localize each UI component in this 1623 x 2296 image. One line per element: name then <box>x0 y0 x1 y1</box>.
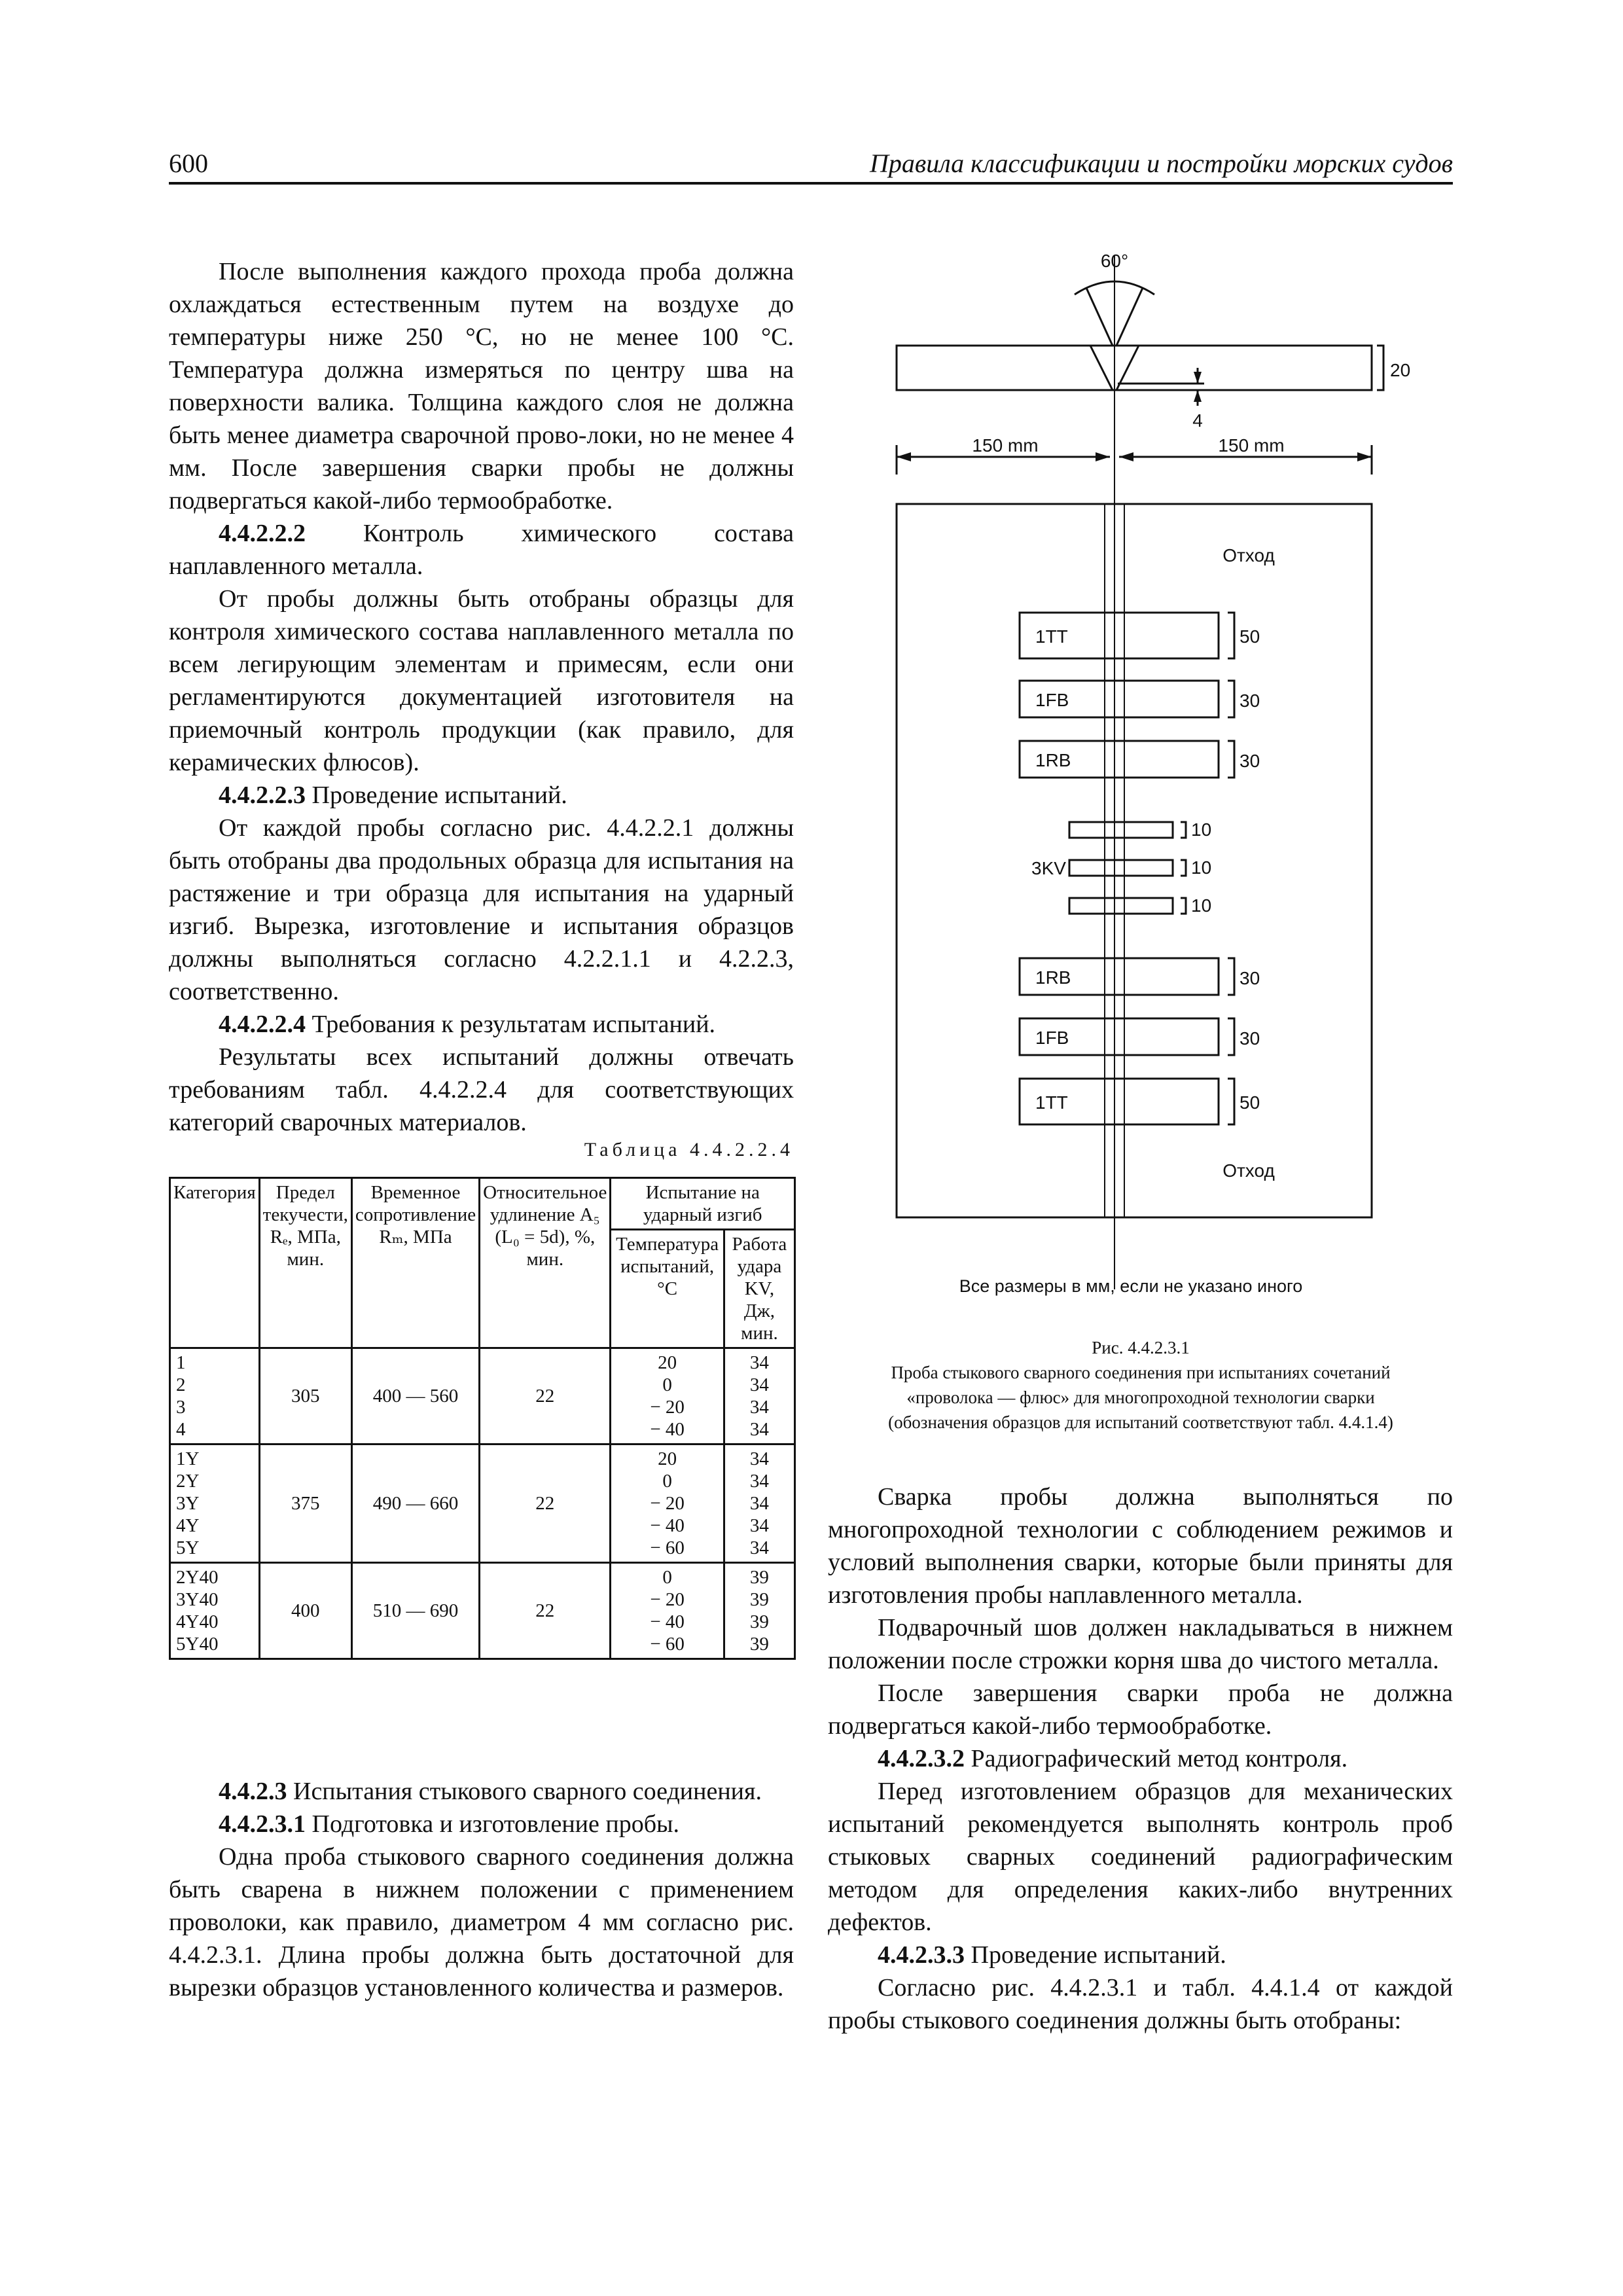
header-elongation: Относительное удлинение A₅ (L₀ = 5d), %, мин. <box>480 1178 611 1348</box>
cell-yield: 305 <box>259 1348 351 1444</box>
clause-title: Испытания стыкового сварного соединения. <box>287 1778 762 1805</box>
paragraph: От каждой пробы согласно рис. 4.4.2.2.1 должны быть отобраны два продольных образца для испытания на растяжение и три образца для испытания на ударный изгиб. Вырезка, изготовление и испытания образцов должны выполняться согласно 4.2.2.1.1 и 4.2.2.3, соответственно. <box>169 814 794 1005</box>
clause-title: Радиографический метод контроля. <box>965 1745 1348 1772</box>
paragraph <box>169 1808 794 1840</box>
specimen-size: 30 <box>1240 1028 1260 1049</box>
cell-yield: 400 <box>259 1563 351 1659</box>
clause-number: 4.4.2.2.2 <box>219 520 306 547</box>
left-column-lower-text <box>169 1775 794 2004</box>
clause-number: 4.4.2.2.4 <box>219 1011 306 1038</box>
clause-number: 4.4.2.2.3 <box>219 781 306 809</box>
paragraph <box>169 779 794 812</box>
cell-categories: 1 2 3 4 <box>170 1348 260 1444</box>
figure-title: Рис. 4.4.2.3.1 <box>1092 1338 1190 1357</box>
specimen-label: 1FB <box>1035 690 1069 710</box>
paragraph: От пробы должны быть отобраны образцы для контроля химического состава наплавленного металла по всем легирующим элементам и примесям, если они регламентируются документацией изготовителя на приемочный контроль продукции (как правило, для керамических флюсов). <box>169 585 794 776</box>
left-column-text <box>169 255 794 1139</box>
clause-title: Проведение испытаний. <box>965 1941 1226 1969</box>
paragraph: Перед изготовлением образцов для механических испытаний рекомендуется выполнять контроль проб стыковых сварных соединений радиографическим методом для определения каких-либо внутренних дефектов. <box>828 1778 1453 1936</box>
clause-title: Проведение испытаний. <box>306 781 567 809</box>
paragraph: Подварочный шов должен накладываться в нижнем положении после строжки корня шва до чистого металла. <box>828 1614 1453 1674</box>
specimen-label: 1FB <box>1035 1028 1069 1048</box>
specimen-size: 30 <box>1240 968 1260 988</box>
cell-tensile: 400 — 560 <box>351 1348 479 1444</box>
cell-elongation: 22 <box>480 1563 611 1659</box>
weld-test-plate-figure <box>877 249 1411 1296</box>
paragraph <box>169 517 794 583</box>
paragraph: Сварка пробы должна выполняться по многопроходной технологии с соблюдением режимов и условий выполнения сварки, которые были приняты для изготовления пробы наплавленного металла. <box>828 1483 1453 1609</box>
specimen-label: 1RB <box>1035 967 1071 988</box>
cell-categories: 2Y40 3Y40 4Y40 5Y40 <box>170 1563 260 1659</box>
cell-energies: 34 34 34 34 34 <box>724 1444 794 1563</box>
waste-top-label: Отход <box>1222 545 1275 565</box>
paragraph <box>828 1742 1453 1775</box>
specimen-size: 30 <box>1240 691 1260 711</box>
cell-elongation: 22 <box>480 1444 611 1563</box>
specimen-kv-2 <box>1069 860 1173 876</box>
paragraph: Результаты всех испытаний должны отвечать требованиям табл. 4.4.2.2.4 для соответствующих категорий сварочных материалов. <box>169 1043 794 1136</box>
cell-temperatures: 0 − 20 − 40 − 60 <box>611 1563 724 1659</box>
table-caption: Таблица 4.4.2.2.4 <box>584 1139 794 1160</box>
clause-title: Требования к результатам испытаний. <box>306 1011 716 1038</box>
paragraph <box>169 1775 794 1808</box>
specimen-label: 1TT <box>1035 626 1068 647</box>
specimen-kv-3 <box>1069 898 1173 914</box>
requirements-table <box>169 1177 796 1660</box>
specimen-label: 1RB <box>1035 750 1071 770</box>
page-header <box>169 143 1453 185</box>
clause-number: 4.4.2.3 <box>219 1778 287 1805</box>
specimen-size: 30 <box>1240 751 1260 771</box>
width-left-label: 150 mm <box>972 435 1039 456</box>
cell-energies: 34 34 34 34 <box>724 1348 794 1444</box>
specimen-size: 50 <box>1240 1092 1260 1113</box>
cell-temperatures: 20 0 − 20 − 40 − 60 <box>611 1444 724 1563</box>
header-tensile: Временное сопротивление Rₘ, МПа <box>351 1178 479 1348</box>
cell-categories: 1Y 2Y 3Y 4Y 5Y <box>170 1444 260 1563</box>
clause-number: 4.4.2.3.2 <box>878 1745 965 1772</box>
header-yield: Предел текучести, Rₑ, МПа, мин. <box>259 1178 351 1348</box>
specimen-size: 50 <box>1240 626 1260 647</box>
kv-size: 10 <box>1191 857 1212 878</box>
figure-caption <box>817 1335 1465 1435</box>
figure-note: Все размеры в мм, если не указано иного <box>959 1276 1303 1296</box>
figure-caption-line: «проволока — флюс» для многопроходной технологии сварки <box>906 1388 1375 1407</box>
header-impact-group: Испытание на ударный изгиб <box>611 1178 795 1230</box>
kv-label: 3KV <box>1031 858 1066 878</box>
kv-size: 10 <box>1191 819 1212 840</box>
header-category: Категория <box>170 1178 260 1348</box>
width-right-label: 150 mm <box>1218 435 1285 456</box>
cell-temperatures: 20 0 − 20 − 40 <box>611 1348 724 1444</box>
paragraph: Согласно рис. 4.4.2.3.1 и табл. 4.4.1.4 от каждой пробы стыкового соединения должны быть отобраны: <box>828 1974 1453 2034</box>
cell-yield: 375 <box>259 1444 351 1563</box>
cell-elongation: 22 <box>480 1348 611 1444</box>
specimen-label: 1TT <box>1035 1092 1068 1113</box>
paragraph: После завершения сварки проба не должна подвергаться какой-либо термообработке. <box>828 1679 1453 1740</box>
figure-drawing <box>877 249 1411 1296</box>
waste-bottom-label: Отход <box>1222 1160 1275 1181</box>
gap-label: 4 <box>1192 410 1203 431</box>
table-row <box>170 1563 795 1659</box>
specimen-kv-1 <box>1069 822 1173 838</box>
table-row <box>170 1444 795 1563</box>
clause-title: Контроль химического состава наплавленного металла. <box>169 520 794 580</box>
header-energy: Работа удара KV, Дж, мин. <box>724 1230 794 1348</box>
cell-tensile: 510 — 690 <box>351 1563 479 1659</box>
angle-label: 60° <box>1100 251 1129 271</box>
paragraph <box>169 1008 794 1041</box>
groove-left <box>1090 346 1113 390</box>
kv-size: 10 <box>1191 895 1212 916</box>
figure-caption-line: (обозначения образцов для испытаний соответствуют табл. 4.4.1.4) <box>888 1412 1393 1432</box>
cell-tensile: 490 — 660 <box>351 1444 479 1563</box>
figure-caption-line: Проба стыкового сварного соединения при испытаниях сочетаний <box>891 1363 1391 1382</box>
clause-number: 4.4.2.3.3 <box>878 1941 965 1969</box>
clause-number: 4.4.2.3.1 <box>219 1810 306 1838</box>
paragraph <box>828 1939 1453 1971</box>
right-column-text <box>828 1480 1453 2037</box>
thickness-bracket <box>1377 346 1383 390</box>
thickness-label: 20 <box>1390 360 1411 380</box>
header-temperature: Температура испытаний, °С <box>611 1230 724 1348</box>
table-row <box>170 1348 795 1444</box>
paragraph: После выполнения каждого прохода проба должна охлаждаться естественным путем на воздухе до температуры ниже 250 °С, но не менее 100 °С. Температура должна измеряться по центру шва на поверхности валика. Толщина каждого слоя не должна быть менее диаметра сварочной прово-локи, но не менее 4 мм. После завершения сварки пробы не должны подвергаться какой-либо термообработке. <box>169 258 794 514</box>
cell-energies: 39 39 39 39 <box>724 1563 794 1659</box>
page-number: 600 <box>169 149 208 178</box>
paragraph: Одна проба стыкового сварного соединения должна быть сварена в нижнем положении с применением проволоки, как правило, диаметром 4 мм согласно рис. 4.4.2.3.1. Длина пробы должна быть достаточной для вырезки образцов установленного количества и размеров. <box>169 1843 794 2001</box>
running-title: Правила классификации и постройки морских судов <box>869 149 1453 178</box>
clause-title: Подготовка и изготовление пробы. <box>306 1810 680 1838</box>
